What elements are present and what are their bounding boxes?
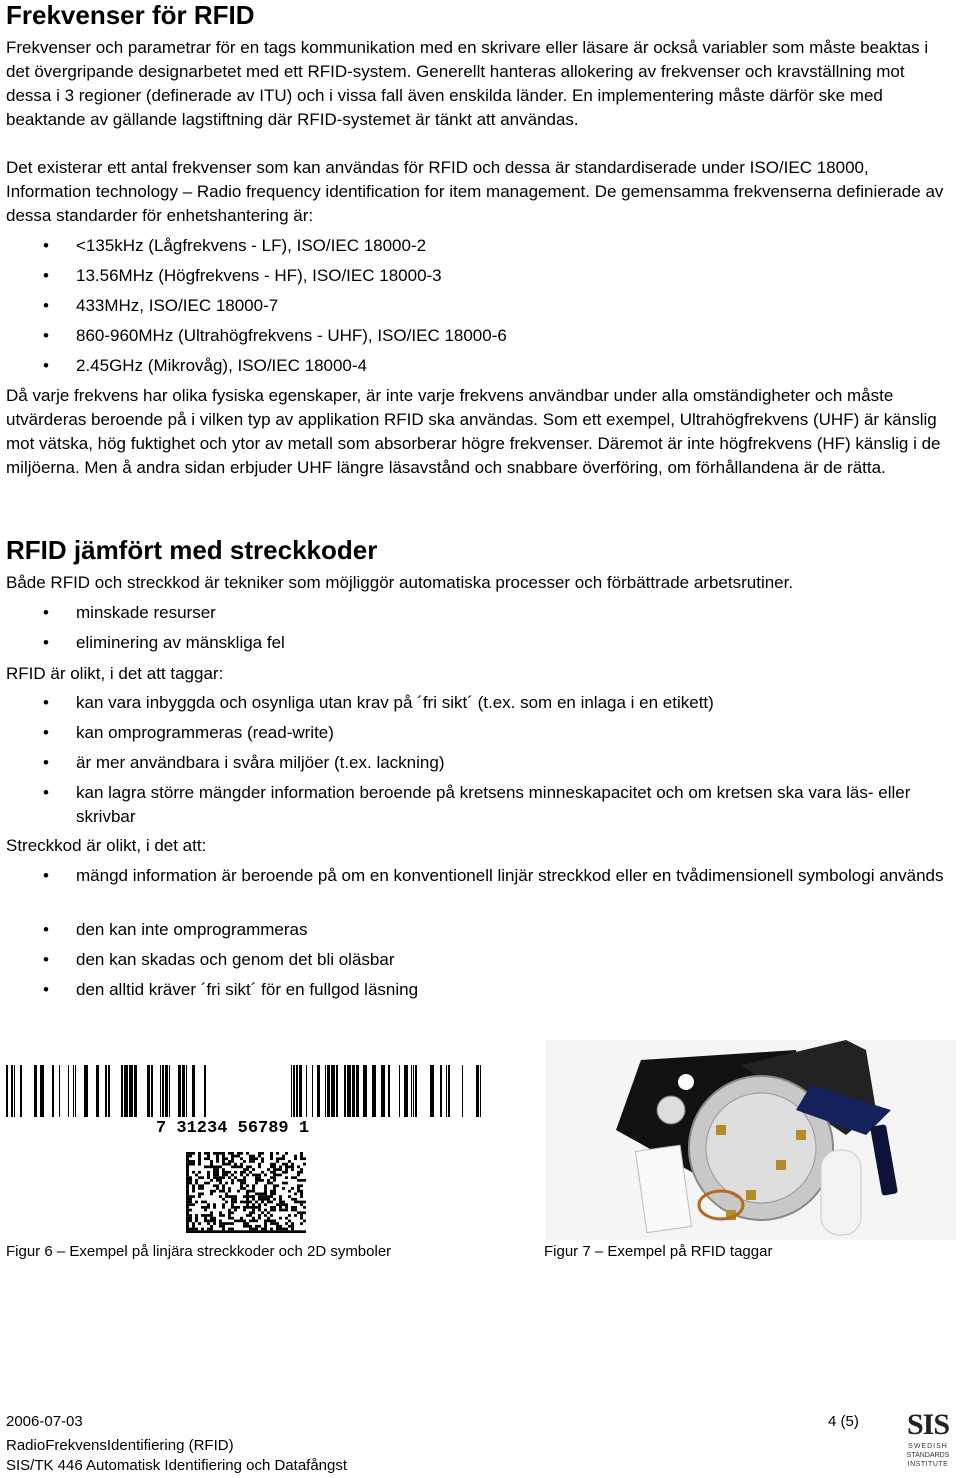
rfid-tags-figure	[546, 1040, 956, 1240]
frequency-list	[6, 234, 954, 384]
barcode-differences-heading: Streckkod är olikt, i det att:	[6, 836, 207, 855]
section-title-frequencies: Frekvenser för RFID	[6, 0, 255, 30]
bullet-icon: •	[43, 920, 49, 939]
bullet-icon: •	[43, 266, 49, 285]
bullet-icon: •	[43, 236, 49, 255]
linear-barcode-image	[6, 1060, 486, 1235]
list-item: • minskade resurser	[6, 601, 954, 631]
common-benefits-list	[6, 601, 954, 661]
paragraph-frequencies-intro: Frekvenser och parametrar för en tags kommunikation med en skrivare eller läsare är också variabler som måste beaktas i det övergripande designarbetet med ett RFID-system. Generellt hanteras allokering av frekvenser och kravställning mot dessa i 3 regioner (definerade av ITU) och i vissa fall även enskilda länder. En implementering måste därför ske med beaktande av gällande lagstiftning där RFID-systemet är tänkt att användas.	[6, 38, 929, 129]
list-item: • kan omprogrammeras (read-write)	[6, 721, 954, 751]
figure-6-caption: Figur 6 – Exempel på linjära streckkoder och 2D symboler	[6, 1243, 392, 1260]
paragraph-iso-standards: Det existerar ett antal frekvenser som kan användas för RFID och dessa är standardiserade under ISO/IEC 18000, Information technology – Radio frequency identification for item management. De gemensamma frekvenserna definierade av dessa standarder för enhetshantering är:	[6, 158, 944, 225]
section-title-comparison: RFID jämfört med streckkoder	[6, 535, 378, 565]
footer-date: 2006-07-03	[6, 1413, 83, 1430]
list-item: • 433MHz, ISO/IEC 18000-7	[6, 294, 954, 324]
bullet-icon: •	[43, 693, 49, 712]
list-item: • den alltid kräver ´fri sikt´ för en fullgod läsning	[6, 978, 954, 1008]
list-item: • 2.45GHz (Mikrovåg), ISO/IEC 18000-4	[6, 354, 954, 384]
bullet-icon: •	[43, 633, 49, 652]
bullet-icon: •	[43, 296, 49, 315]
list-item: • mängd information är beroende på om en konventionell linjär streckkod eller en tvådimensionell symbologi används	[6, 864, 946, 918]
bullet-icon: •	[43, 603, 49, 622]
bullet-icon: •	[43, 326, 49, 345]
barcode-digits: 7 31234 56789 1	[156, 1119, 310, 1138]
list-item: • 13.56MHz (Högfrekvens - HF), ISO/IEC 18000-3	[6, 264, 954, 294]
bullet-icon: •	[43, 723, 49, 742]
list-item: • är mer användbara i svåra miljöer (t.ex. lackning)	[6, 751, 954, 781]
footer-page-number: 4 (5)	[828, 1413, 859, 1430]
bullet-icon: •	[43, 950, 49, 969]
bullet-icon: •	[43, 980, 49, 999]
list-item: • kan lagra större mängder information beroende på kretsens minneskapacitet och om kretsen ska vara läs- eller skrivbar	[6, 781, 946, 829]
list-item: • den kan inte omprogrammeras	[6, 918, 954, 948]
footer-committee: SIS/TK 446 Automatisk Identifiering och Datafångst	[6, 1457, 348, 1474]
list-item: • den kan skadas och genom det bli oläsbar	[6, 948, 954, 978]
rfid-differences-heading: RFID är olikt, i det att taggar:	[6, 664, 224, 683]
paragraph-comparison-intro: Både RFID och streckkod är tekniker som möjliggör automatiska processer och förbättrade arbetsrutiner.	[6, 573, 794, 592]
bullet-icon: •	[43, 356, 49, 375]
bullet-icon: •	[43, 753, 49, 772]
barcode-differences-list	[6, 864, 954, 1008]
sis-logo: SIS SWEDISH STANDARDS INSTITUTE	[906, 1408, 950, 1468]
footer-document-title: RadioFrekvensIdentifiering (RFID)	[6, 1437, 234, 1454]
bullet-icon: •	[43, 866, 49, 885]
list-item: • kan vara inbyggda och osynliga utan krav på ´fri sikt´ (t.ex. som en inlaga i en etikett)	[6, 691, 954, 721]
figure-7-caption: Figur 7 – Exempel på RFID taggar	[544, 1243, 773, 1260]
list-item: • eliminering av mänskliga fel	[6, 631, 954, 661]
paragraph-frequency-properties: Då varje frekvens har olika fysiska egenskaper, är inte varje frekvens användbar under alla omständigheter och måste utvärderas beroende på i vilken typ av applikation RFID ska användas. Som ett exempel, Ultrahögfrekvens (UHF) är känslig mot vätska, hög fuktighet och ytor av metall som absorberar högre frekvenser. Däremot är inte högfrekvens (HF) känslig i de miljöerna. Men å andra sidan erbjuder UHF längre läsavstånd och snabbare överföring, om förhållandena är de rätta.	[6, 386, 941, 477]
rfid-tags-image	[546, 1040, 956, 1240]
list-item: • <135kHz (Lågfrekvens - LF), ISO/IEC 18000-2	[6, 234, 954, 264]
rfid-differences-list	[6, 691, 954, 829]
bullet-icon: •	[43, 783, 49, 802]
barcode-figure	[6, 1060, 486, 1235]
list-item: • 860-960MHz (Ultrahögfrekvens - UHF), ISO/IEC 18000-6	[6, 324, 954, 354]
